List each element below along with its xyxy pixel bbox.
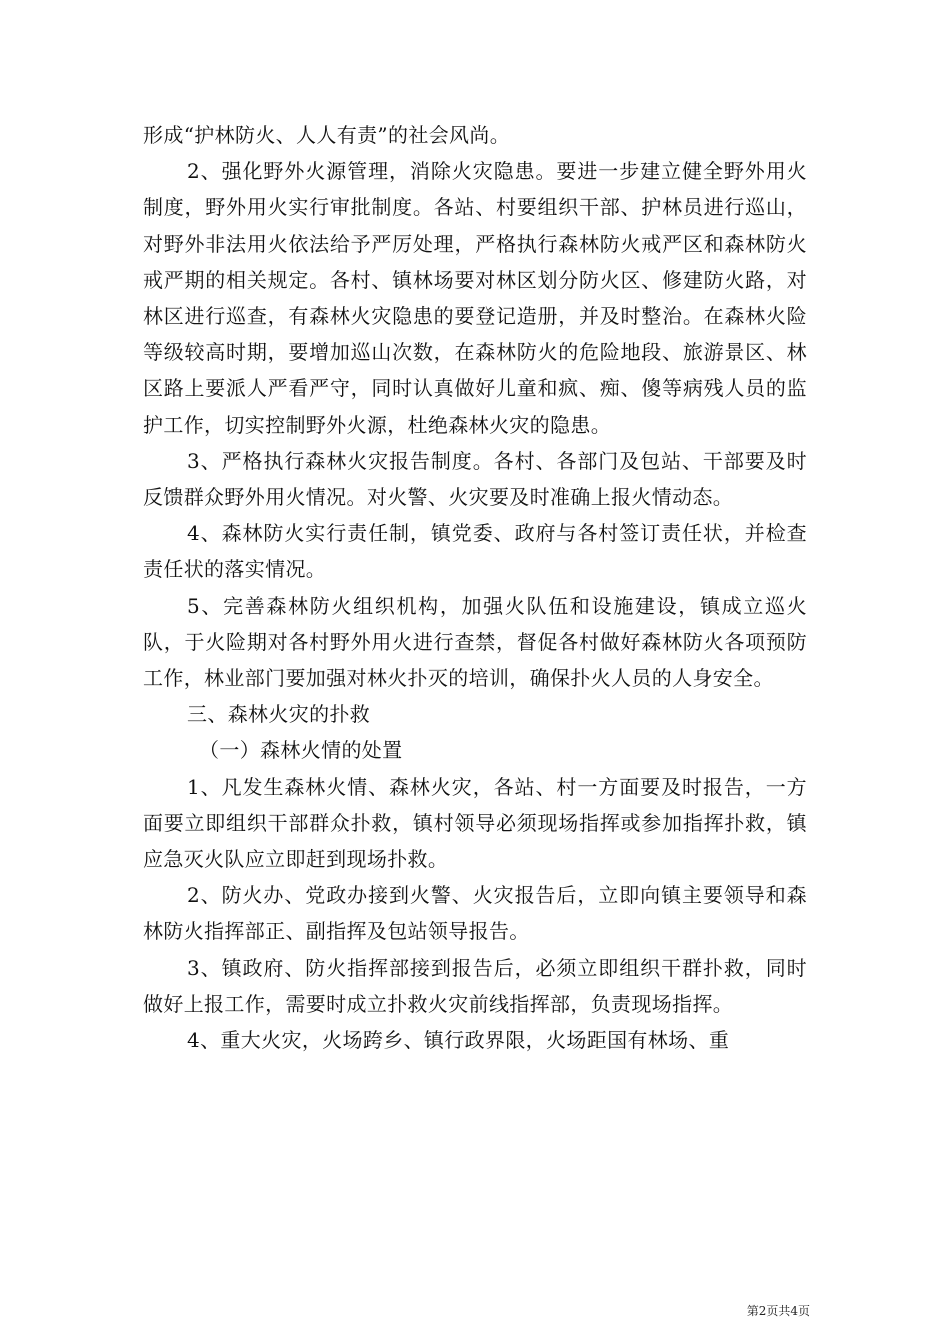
paragraph-major-fire: 4、重大火灾，火场跨乡、镇行政界限，火场距国有林场、重 [187,1028,730,1053]
document-body [143,117,807,1058]
section-heading-fire-suppression: 三、森林火灾的扑救 [187,702,371,727]
paragraph-responsibility-system: 4、森林防火实行责任制，镇党委、政府与各村签订责任状，并检查责任状的落实情况。 [143,521,807,582]
paragraph-fire-source-management: 2、强化野外火源管理，消除火灾隐患。要进一步建立健全野外用火制度，野外用火实行审批制度。各站、村要组织干部、护林员进行巡山，对野外非法用火依法给予严厉处理，严格执行森林防火戒严区和森林防火戒严期的相关规定。各村、镇林场要对林区划分防火区、修建防火路，对林区进行巡查，有森林火灾隐患的要登记造册，并及时整治。在森林火险等级较高时期，要增加巡山次数，在森林防火的危险地段、旅游景区、林区路上要派人严看严守，同时认真做好儿童和疯、痴、傻等病残人员的监护工作，切实控制野外火源，杜绝森林火灾的隐患。 [143,159,807,437]
paragraph-fire-response: 1、凡发生森林火情、森林火灾，各站、村一方面要及时报告，一方面要立即组织干部群众扑救，镇村领导必须现场指挥或参加指挥扑救，镇应急灭火队应立即赶到现场扑救。 [143,774,807,872]
page-number-footer: 第2页共4页 [746,1304,810,1318]
paragraph-organization-building: 5、完善森林防火组织机构，加强火队伍和设施建设，镇成立巡火队，于火险期对各村野外用火进行查禁，督促各村做好森林防火各项预防工作，林业部门要加强对林火扑灭的培训，确保扑火人员的人身安全。 [143,593,807,691]
paragraph-continuation: 形成“护林防火、人人有责”的社会风尚。 [143,123,511,147]
paragraph-command-organization: 3、镇政府、防火指挥部接到报告后，必须立即组织干群扑救，同时做好上报工作，需要时成立扑救火灾前线指挥部，负责现场指挥。 [143,955,807,1016]
paragraph-fire-office-report: 2、防火办、党政办接到火警、火灾报告后，立即向镇主要领导和森林防火指挥部正、副指挥及包站领导报告。 [143,883,807,944]
subsection-heading-fire-handling: （一）森林火情的处置 [199,738,403,763]
paragraph-fire-reporting-system: 3、严格执行森林火灾报告制度。各村、各部门及包站、干部要及时反馈群众野外用火情况。对火警、火灾要及时准确上报火情动态。 [143,448,807,510]
